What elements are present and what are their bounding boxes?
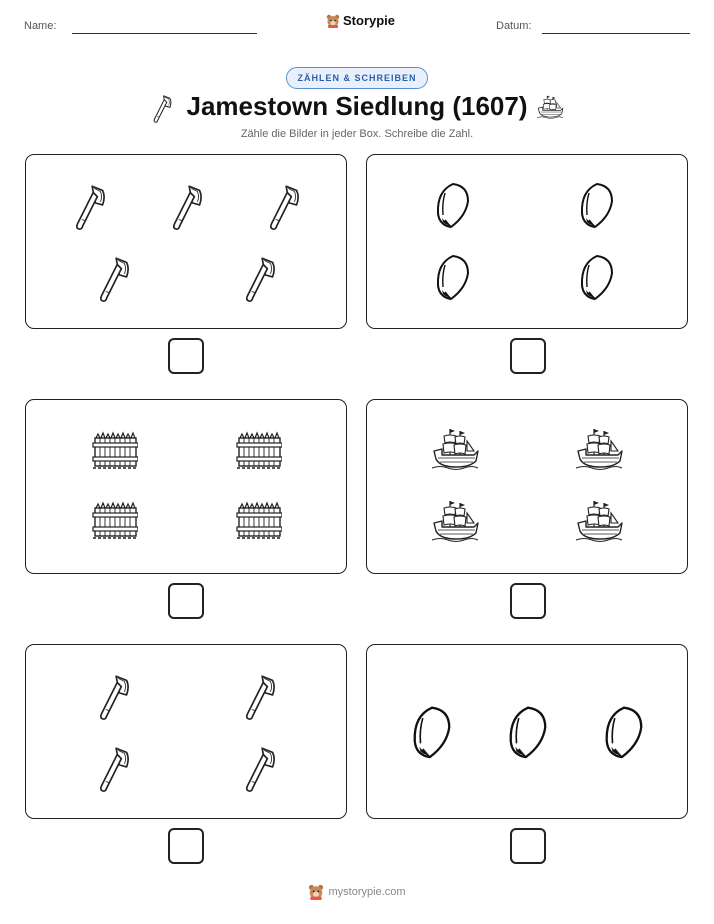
name-line[interactable] xyxy=(72,33,257,34)
axe-icon xyxy=(236,670,280,722)
answer-box-4[interactable] xyxy=(510,583,546,619)
brand-logo xyxy=(326,13,395,28)
corn-seed-icon xyxy=(433,180,473,232)
count-box-1 xyxy=(25,154,347,329)
axe-icon xyxy=(260,180,304,232)
count-box-5 xyxy=(25,644,347,819)
axe-icon xyxy=(163,180,207,232)
palisade-fence-icon xyxy=(236,500,282,542)
ship-icon xyxy=(574,425,624,473)
instructions: Zähle die Bilder in jeder Box. Schreibe die Zahl. xyxy=(240,128,474,140)
answer-box-1[interactable] xyxy=(168,338,204,374)
axe-icon xyxy=(236,252,280,304)
answer-box-3[interactable] xyxy=(168,583,204,619)
footer-url[interactable]: mystorypie.com xyxy=(328,886,406,898)
palisade-fence-icon xyxy=(92,430,138,472)
answer-box-5[interactable] xyxy=(168,828,204,864)
palisade-fence-icon xyxy=(236,430,282,472)
page-title: Jamestown Siedlung (1607) xyxy=(186,91,528,121)
axe-icon xyxy=(236,742,280,794)
answer-box-2[interactable] xyxy=(510,338,546,374)
corn-seed-icon xyxy=(577,180,617,232)
count-box-4 xyxy=(366,399,688,574)
ship-icon xyxy=(536,93,564,121)
date-label: Datum: xyxy=(496,20,532,32)
corn-seed-icon xyxy=(409,703,455,763)
corn-seed-icon xyxy=(505,703,551,763)
footer xyxy=(0,884,714,900)
brand-name: Storypie xyxy=(343,13,396,28)
corn-seed-icon xyxy=(433,252,473,304)
name-label: Name: xyxy=(24,20,57,32)
count-box-3 xyxy=(25,399,347,574)
bear-icon xyxy=(308,884,324,900)
answer-box-6[interactable] xyxy=(510,828,546,864)
category-badge: ZÄHLEN & SCHREIBEN xyxy=(286,67,428,89)
axe-icon xyxy=(90,742,134,794)
ship-icon xyxy=(430,425,480,473)
count-box-2 xyxy=(366,154,688,329)
corn-seed-icon xyxy=(601,703,647,763)
ship-icon xyxy=(430,497,480,545)
axe-icon xyxy=(90,252,134,304)
corn-seed-icon xyxy=(577,252,617,304)
palisade-fence-icon xyxy=(92,500,138,542)
bear-icon xyxy=(326,14,340,28)
date-line[interactable] xyxy=(542,33,690,34)
count-box-6 xyxy=(366,644,688,819)
ship-icon xyxy=(574,497,624,545)
axe-icon xyxy=(90,670,134,722)
axe-icon xyxy=(66,180,110,232)
